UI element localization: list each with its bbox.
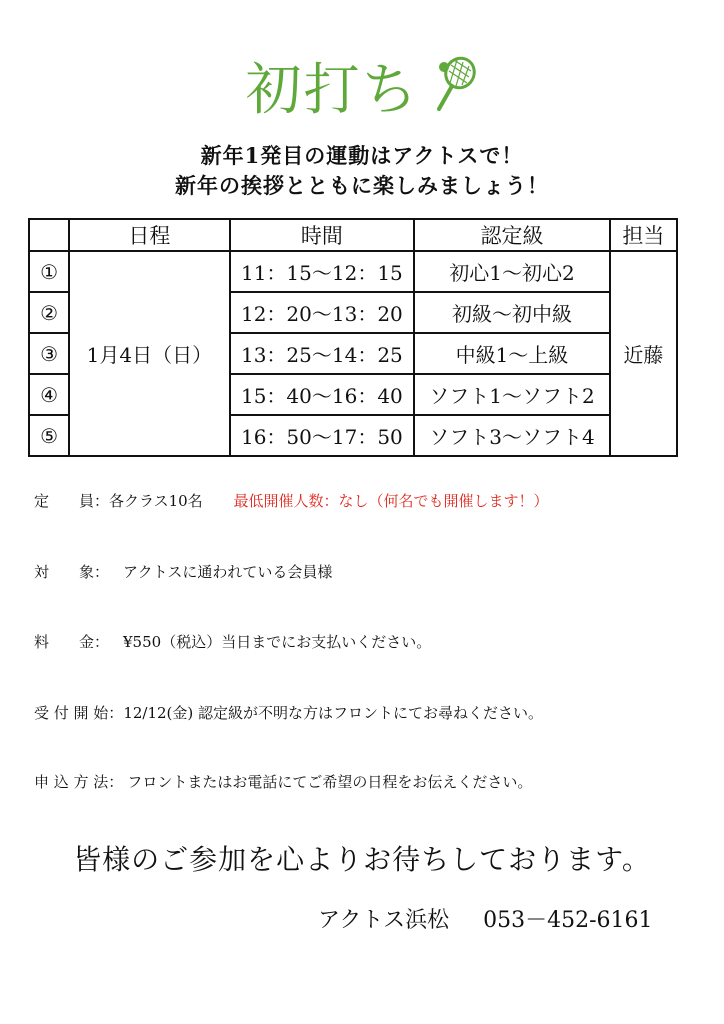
fee-value: ¥550（税込）当日までにお支払いください。: [123, 633, 432, 651]
schedule-table: [28, 218, 678, 457]
target-label: 対 象：: [34, 563, 110, 581]
row-num: ②: [29, 292, 69, 333]
tennis-racket-icon: [431, 55, 479, 117]
time-cell: 16：50～17：50: [230, 415, 415, 456]
contact-info: [318, 903, 653, 934]
level-cell: ソフト1～ソフト2: [414, 374, 610, 415]
contact-name: アクトス浜松: [318, 908, 450, 933]
capacity-value: 各クラス10名: [109, 492, 203, 510]
level-cell: 初心1～初心2: [414, 251, 610, 292]
row-num: ①: [29, 251, 69, 292]
time-cell: 12：20～13：20: [230, 292, 415, 333]
info-apply: [34, 771, 532, 792]
title-area: [0, 46, 724, 126]
fee-label: 料 金：: [34, 633, 110, 651]
row-num: ③: [29, 333, 69, 374]
table-header-row: [29, 219, 677, 251]
level-cell: 初級～初中級: [414, 292, 610, 333]
info-fee: [34, 631, 431, 652]
apply-value: フロントまたはお電話にてご希望の日程をお伝えください。: [127, 773, 533, 791]
row-num: ④: [29, 374, 69, 415]
page-title: 初打ち: [245, 58, 420, 123]
row-num: ⑤: [29, 415, 69, 456]
contact-phone: 053－452-6161: [483, 908, 653, 933]
capacity-label: 定 員：: [34, 492, 110, 510]
subtitle-line-2: 新年の挨拶とともに楽しみましょう！: [175, 173, 549, 198]
closing-message: 皆様のご参加を心よりお待ちしております。: [73, 843, 651, 876]
staff-cell: 近藤: [610, 251, 677, 456]
header-time: 時間: [230, 219, 415, 251]
time-cell: 15：40～16：40: [230, 374, 415, 415]
info-capacity: [34, 490, 548, 511]
table-row: [29, 251, 677, 292]
header-num: [29, 219, 69, 251]
date-cell: 1月4日（日）: [69, 251, 229, 456]
header-level: 認定級: [414, 219, 610, 251]
level-cell: 中級1～上級: [414, 333, 610, 374]
header-staff: 担当: [610, 219, 677, 251]
level-cell: ソフト3～ソフト4: [414, 415, 610, 456]
header-date: 日程: [69, 219, 229, 251]
reception-label: 受 付 開 始：: [34, 704, 124, 722]
info-target: [34, 561, 332, 582]
apply-label: 申 込 方 法：: [34, 773, 124, 791]
info-reception: [34, 702, 543, 723]
subtitle-line-1: 新年1発目の運動はアクトスで！: [200, 143, 524, 168]
reception-value: 12/12(金) 認定級が不明な方はフロントにてお尋ねください。: [123, 704, 544, 722]
time-cell: 11：15～12：15: [230, 251, 415, 292]
capacity-note: 最低開催人数：なし（何名でも開催します！）: [233, 492, 549, 510]
target-value: アクトスに通われている会員様: [123, 563, 333, 581]
time-cell: 13：25～14：25: [230, 333, 415, 374]
